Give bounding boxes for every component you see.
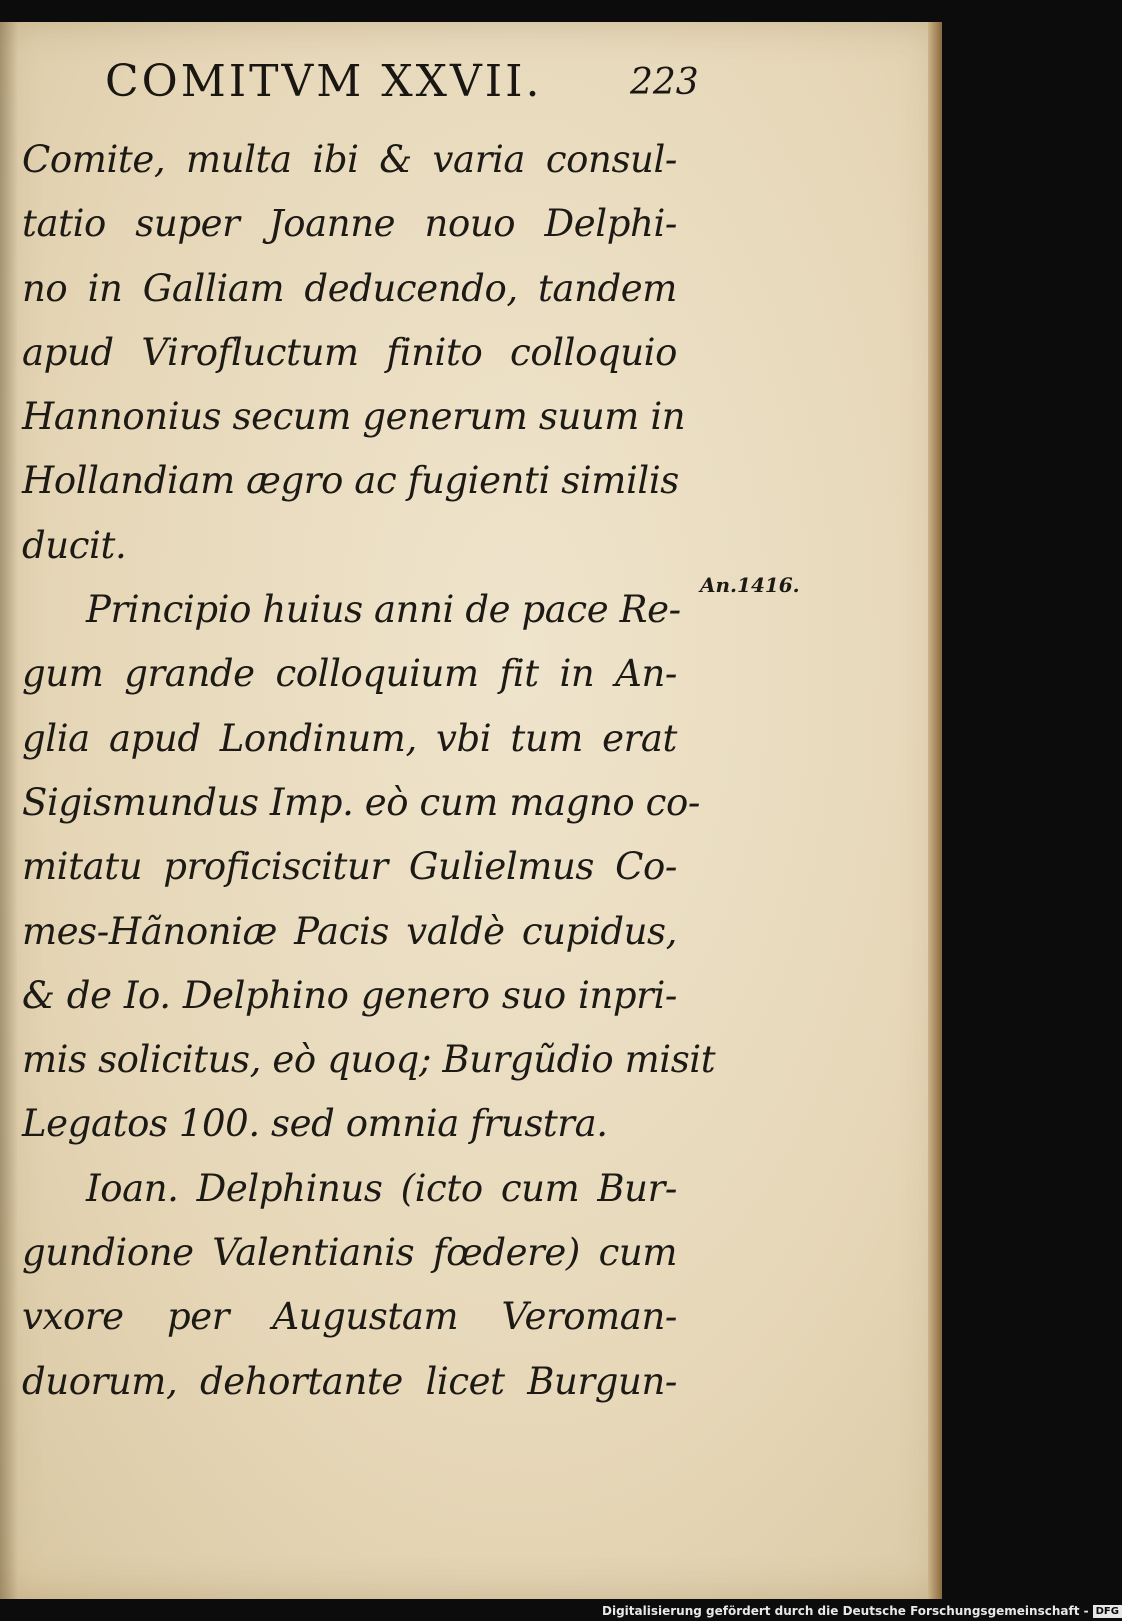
credit-text: Digitalisierung gefördert durch die Deutsche Forschungsgemeinschaft - [602,1604,1089,1618]
page-edge [928,22,942,1599]
text-line: glia apud Londinum, vbi tum erat [22,716,677,760]
text-line: duorum, dehortante licet Burgun- [22,1359,677,1403]
body-text [22,128,716,1414]
spine-shadow [0,22,18,1599]
digitization-credit [602,1603,1122,1619]
text-line: gundione Valentianis fœdere) cum [22,1231,677,1275]
text-line: mis solicitus, eò quoq; Burgũdio misit [22,1038,716,1082]
running-head: COMITVM XXVII. [105,56,543,107]
text-line: Ioan. Delphinus (icto cum Bur- [86,1166,677,1210]
text-line: Comite, multa ibi & varia consul- [22,138,677,181]
text-line: & de Io. Delphino genero suo inpri- [22,973,677,1017]
text-line: mitatu proficiscitur Gulielmus Co- [22,845,677,889]
text-line: apud Virofluctum finito colloquio [22,330,677,374]
text-line: Sigismundus Imp. eò cum magno co- [22,780,700,824]
text-line: Principio huius anni de pace Re- [86,588,681,632]
text-line: Hannonius secum generum suum in [22,395,686,439]
text-line: Legatos 100. sed omnia frustra. [22,1102,608,1146]
text-line: gum grande colloquium fit in An- [22,652,677,696]
text-line: tatio super Joanne nouo Delphi- [22,202,677,246]
marginal-note: An.1416. [700,573,800,597]
page-number: 223 [630,62,699,103]
text-line: vxore per Augustam Veroman- [22,1295,677,1339]
text-line: mes-Hãnoniæ Pacis valdè cupidus, [22,909,677,953]
text-line: no in Galliam deducendo, tandem [22,266,677,310]
text-line: ducit. [22,523,127,567]
dfg-logo: DFG [1093,1605,1122,1618]
text-line: Hollandiam ægro ac fugienti similis [22,459,679,503]
